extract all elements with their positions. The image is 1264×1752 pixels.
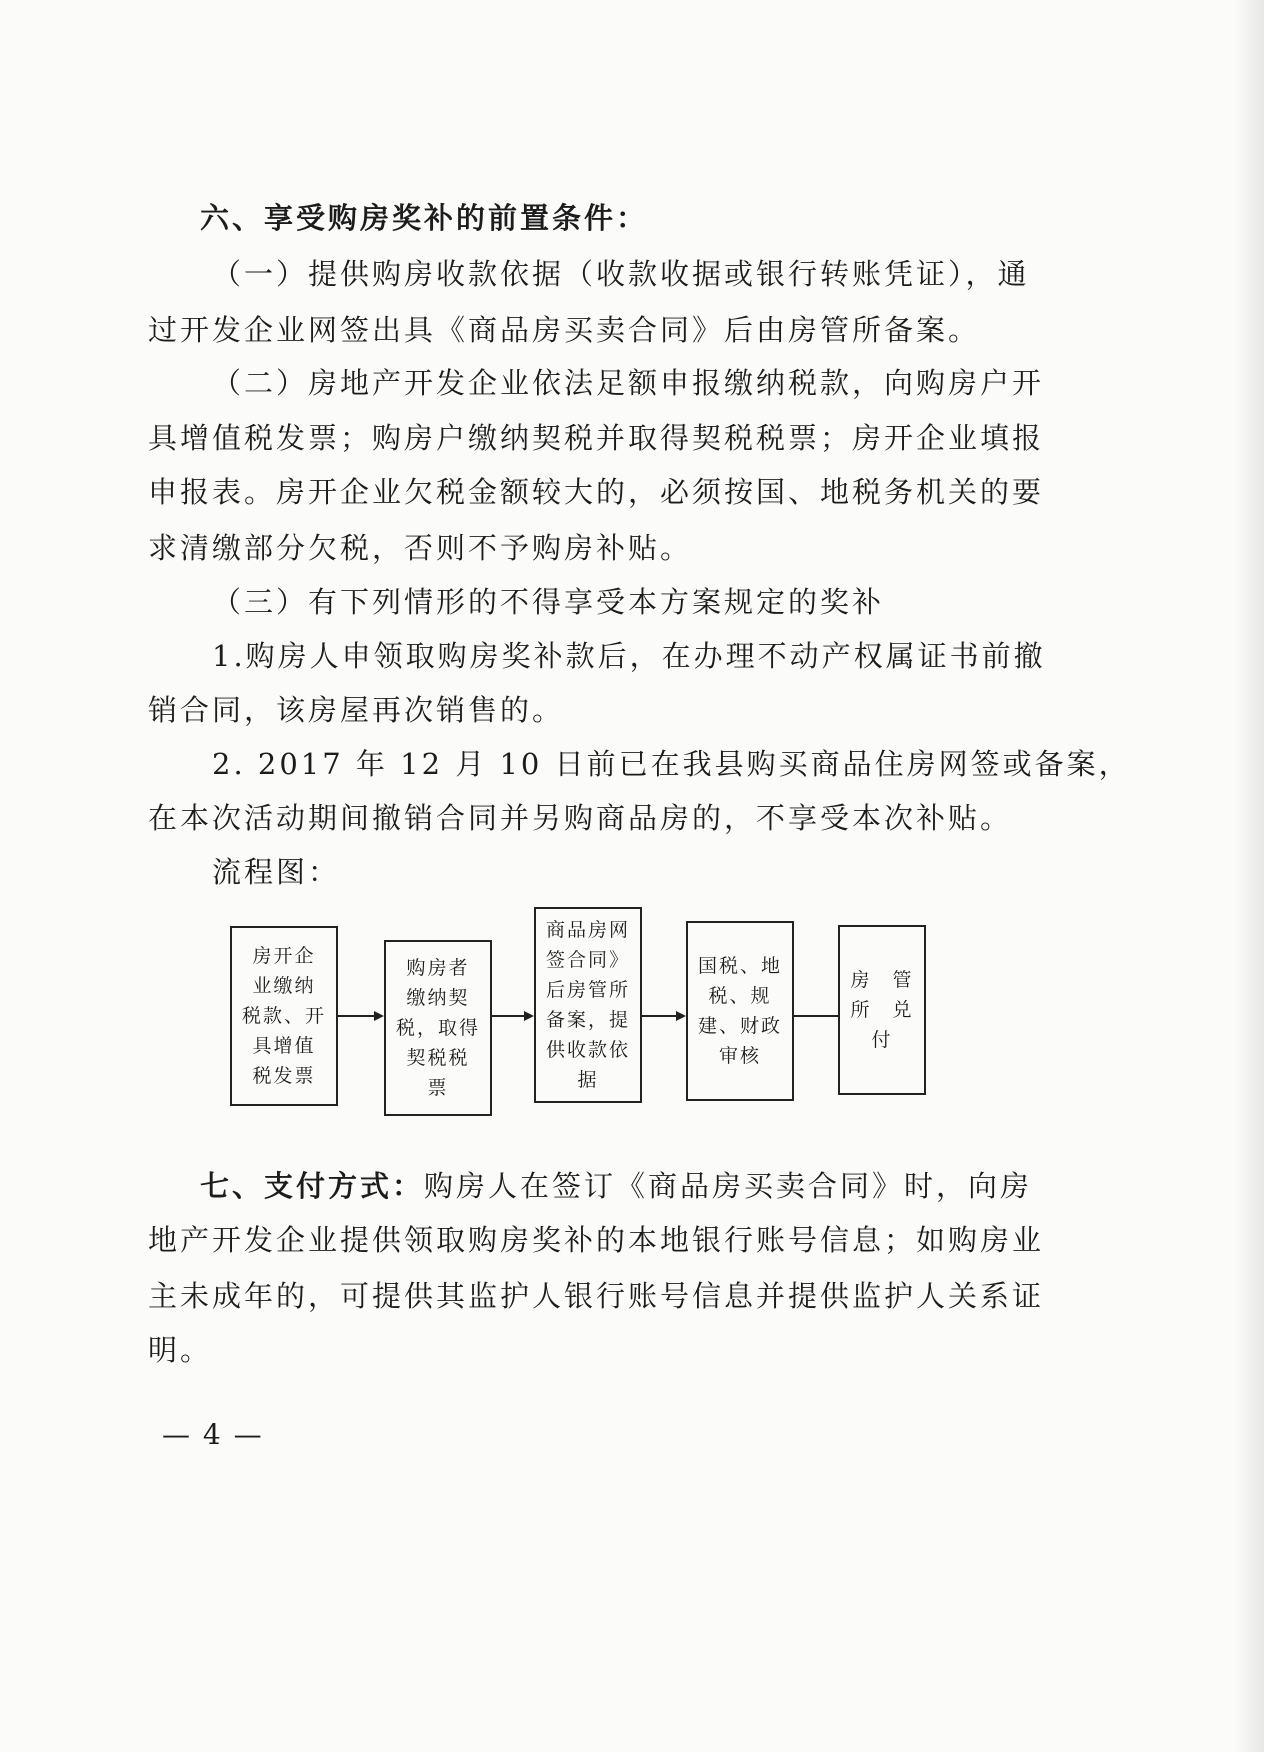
item3-line: （三）有下列情形的不得享受本方案规定的奖补 [212,585,885,619]
item2-line-3: 申报表。房开企业欠税金额较大的，必须按国、地税务机关的要 [148,475,1045,509]
flow-connector-4 [794,1010,838,1022]
flow-step-2 [384,940,492,1116]
section7-line-4: 明。 [148,1333,213,1367]
item2-line-4: 求清缴部分欠税，否则不予购房补贴。 [148,531,693,565]
rule1-line-2: 销合同，该房屋再次销售的。 [148,693,565,727]
flow-arrow-1 [338,1008,384,1024]
scan-edge-shadow [1234,0,1264,1752]
flow-step-3 [534,907,642,1103]
section7-heading: 七、支付方式： [200,1169,425,1203]
rule2-line-1: 2. 2017 年 12 月 10 日前已在我县购买商品住房网签或备案， [212,747,1131,781]
flow-arrow-2 [492,1008,534,1024]
item1-line-2: 过开发企业网签出具《商品房买卖合同》后由房管所备案。 [148,313,981,347]
flow-arrow-3 [642,1008,686,1024]
section7-line-2: 地产开发企业提供领取购房奖补的本地银行账号信息；如购房业 [148,1223,1045,1257]
flow-step-4 [686,921,794,1101]
page-number: — 4 — [162,1418,264,1451]
flow-step-4-text: 国税、地 税、规 建、财政 审核 [697,955,782,1067]
rule1-line-1: 1.购房人申领取购房奖补款后，在办理不动产权属证书前撤 [212,639,1046,673]
section7-line-1 [200,1166,1032,1206]
flow-step-5 [838,925,926,1095]
flow-step-3-text: 商品房网 签合同》 后房管所 备案，提 供收款依 据 [545,919,630,1091]
flow-step-1 [230,926,338,1106]
flow-step-2-text: 购房者 缴纳契 税，取得 契税税 票 [395,957,480,1099]
rule2-line-2: 在本次活动期间撤销合同并另购商品房的，不享受本次补贴。 [148,801,1013,835]
flow-step-5-text: 房 管 所 兑 付 [850,969,914,1051]
item2-line-2: 具增值税发票；购房户缴纳契税并取得契税税票；房开企业填报 [148,421,1045,455]
section7-text-1: 购房人在签订《商品房买卖合同》时，向房 [424,1169,1033,1203]
flow-step-1-text: 房开企 业缴纳 税款、开 具增值 税发票 [241,945,326,1087]
section6-heading: 六、享受购房奖补的前置条件： [200,201,649,235]
flowchart-label: 流程图： [212,855,341,889]
section7-line-3: 主未成年的，可提供其监护人银行账号信息并提供监护人关系证 [148,1279,1045,1313]
item1-line-1: （一）提供购房收款依据（收款收据或银行转账凭证），通 [212,257,1030,291]
item2-line-1: （二）房地产开发企业依法足额申报缴纳税款，向购房户开 [212,366,1045,400]
